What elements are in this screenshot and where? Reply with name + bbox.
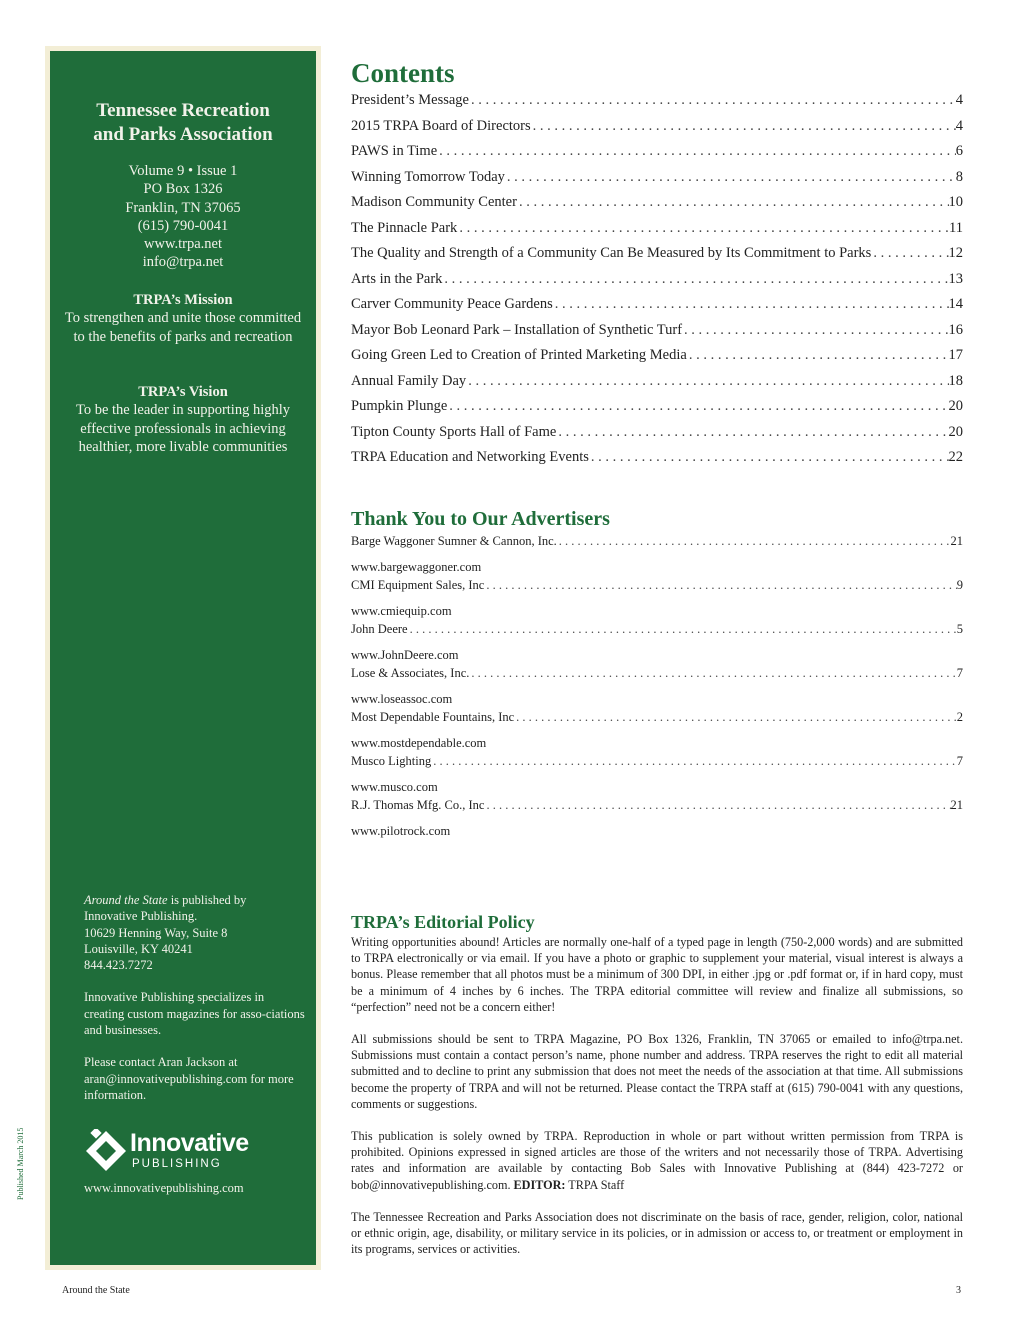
editorial-paragraph-3 [351,1128,963,1193]
advertiser-url-link[interactable]: www.cmiequip.com [351,604,452,618]
ownership-text: This publication is solely owned by TRPA. Reproduction in whole or part without written permission from TRPA is prohibited. Opinions expressed in signed articles are those of the writers and not necessarily those of TRPA. Advertising rates and information are available by contacting Bob Sales with Innovative Publishing at (844) 423-7272 or bob@innovativepublishing.com. [351,1129,963,1192]
editorial-policy-title: TRPA’s Editorial Policy [351,912,535,932]
toc-leader-dots [589,449,949,466]
advertiser-url-link[interactable]: www.mostdependable.com [351,736,487,750]
advertiser-page: 21 [950,534,963,548]
toc-row[interactable] [351,169,963,195]
toc-page: 12 [948,245,963,261]
advertiser-leader-dots [408,622,957,637]
title-line-1: Tennessee Recreation [96,100,270,121]
toc-row[interactable] [351,424,963,450]
publisher-contact: Please contact Aran Jackson at aran@innovativepublishing.com for more information. [84,1055,294,1102]
toc-leader-dots [517,194,949,211]
toc-page: 8 [955,168,963,185]
advertiser-page: 7 [956,754,963,768]
toc-row[interactable] [351,143,963,169]
editor-value: TRPA Staff [565,1177,625,1192]
editorial-paragraph-1: Writing opportunities abound! Articles are normally one-half of a typed page in length (750-2,000 words) and are submitted to TRPA electronically or via email. If you have a photo or graphic to supplement your material, visual interest is always a bonus. Please remember that all photos must be a minimum of 300 DPI, in either .jpg or .pdf format or, if in hard copy, must be a minimum of 4 inches by 6 inches. The TRPA editorial committee will review and finalize all submissions, so “perfection” need not be a concern either! [351,935,963,1014]
toc-row[interactable] [351,347,963,373]
logo-subtitle: PUBLISHING [132,1158,222,1170]
toc-row[interactable] [351,296,963,322]
toc-title: Going Green Led to Creation of Printed Marketing Media [351,347,687,363]
editorial-policy-text [351,934,963,1273]
advertiser-name: Most Dependable Fountains, Inc [351,710,515,724]
advertiser-name: Lose & Associates, Inc. [351,666,470,680]
advertiser-url-link[interactable]: www.JohnDeere.com [351,648,459,662]
publisher-website-link[interactable]: www.innovativepublishing.com [84,1181,244,1195]
advertiser-page: 7 [956,666,963,680]
toc-page: 6 [955,143,963,159]
toc-page: 18 [948,372,963,389]
advertiser-leader-dots [484,578,956,593]
toc-page: 14 [948,296,963,312]
toc-title: Tipton County Sports Hall of Fame [351,423,557,440]
advertiser-page: 21 [950,798,963,812]
advertiser-leader-dots [469,666,956,681]
publisher-block [84,892,306,1119]
toc-row[interactable] [351,194,963,220]
toc-title: Carver Community Peace Gardens [351,296,553,312]
toc-leader-dots [442,271,948,288]
toc-row[interactable] [351,449,963,475]
table-of-contents [351,92,963,475]
advertisers-list [351,534,963,842]
toc-leader-dots [687,347,949,364]
editorial-paragraph-4: The Tennessee Recreation and Parks Association does not discriminate on the basis of race, gender, religion, color, national or ethnic origin, age, disability, or military service in its policies, or in admission or access to, or treatment or employment in its programs, services or activities. [351,1209,963,1257]
toc-leader-dots [556,424,948,441]
publisher-city: Louisville, KY 40241 [84,941,193,956]
advertiser-row [351,534,963,556]
toc-page: 20 [948,398,963,414]
toc-row[interactable] [351,398,963,424]
toc-page: 4 [955,92,963,108]
toc-leader-dots [457,220,949,237]
toc-page: 10 [948,194,963,210]
toc-leader-dots [531,118,956,135]
page-number: 3 [956,1285,961,1296]
website-link[interactable]: www.trpa.net [144,236,222,253]
innovative-publishing-logo [84,1129,249,1177]
toc-leader-dots [871,245,948,262]
toc-row[interactable] [351,373,963,399]
toc-page: 11 [949,219,963,236]
toc-page: 22 [948,449,963,465]
toc-title: The Quality and Strength of a Community Can Be Measured by Its Commitment to Parks [351,245,872,261]
publisher-street: 10629 Henning Way, Suite 8 [84,925,228,940]
editorial-paragraph-2: All submissions should be sent to TRPA Magazine, PO Box 1326, Franklin, TN 37065 or emailed to info@trpa.net. Submissions must contain a contact person’s name, phone number and address. TRPA reserves the right to edit all material submitted and to decline to print any submission that does not meet the needs of the association at that time. All submissions become the property of TRPA and will not be returned. Please contact the TRPA staff at (615) 790-0041 with any questions, comments or suggestions. [351,1032,963,1111]
toc-title: Winning Tomorrow Today [351,168,505,185]
title-line-2: and Parks Association [93,124,273,145]
advertiser-page: 9 [956,578,963,592]
contents-title: Contents [351,58,455,88]
toc-title: 2015 TRPA Board of Directors [351,117,531,134]
sidebar-frame [45,46,321,1270]
toc-title: The Pinnacle Park [351,219,458,236]
advertiser-row [351,710,963,732]
toc-leader-dots [437,143,956,160]
sidebar [50,51,316,1265]
advertiser-url-link[interactable]: www.pilotrock.com [351,824,451,838]
advertiser-row [351,578,963,600]
toc-title: Madison Community Center [351,194,517,210]
published-by: is published by [167,893,247,907]
advertiser-page: 5 [956,622,963,636]
advertiser-name: CMI Equipment Sales, Inc [351,578,485,592]
advertiser-row [351,798,963,820]
toc-title: Annual Family Day [351,372,467,389]
advertiser-page: 2 [956,710,963,724]
advertiser-name: Musco Lighting [351,754,432,768]
email-link[interactable]: info@trpa.net [142,254,224,271]
toc-title: Mayor Bob Leonard Park – Installation of Synthetic Turf [351,321,683,338]
publisher-specialty: Innovative Publishing specializes in creating custom magazines for asso-ciations and businesses. [84,990,305,1038]
toc-title: President’s Message [351,92,469,108]
advertisers-title: Thank You to Our Advertisers [351,508,610,530]
advertiser-leader-dots [484,798,950,813]
diamond-logo-icon [84,1129,128,1173]
toc-title: PAWS in Time [351,143,438,159]
city-state: Franklin, TN 37065 [125,199,241,216]
advertiser-leader-dots [431,754,957,769]
toc-row[interactable] [351,220,963,246]
publisher-info [84,892,306,973]
phone: (615) 790-0041 [137,217,229,234]
po-box: PO Box 1326 [143,181,223,198]
toc-leader-dots [469,92,956,109]
association-title [50,99,316,147]
toc-leader-dots [505,169,956,186]
magazine-name: Around the State [84,893,168,907]
mission-block [62,291,304,346]
advertiser-name: Barge Waggoner Sumner & Cannon, Inc. [351,534,557,548]
advertiser-leader-dots [557,534,951,549]
logo-wordmark: Innovative [130,1129,249,1157]
publisher-name: Innovative Publishing. [84,909,198,924]
editor-label: EDITOR: [513,1177,566,1192]
toc-page: 13 [948,270,963,287]
advertiser-name: John Deere [351,622,408,636]
mission-text: To strengthen and unite those committed to the benefits of parks and recreation [64,310,302,345]
toc-page: 4 [955,117,963,134]
advertiser-row [351,754,963,776]
toc-page: 16 [948,321,963,338]
advertiser-leader-dots [514,710,957,725]
vision-heading: TRPA’s Vision [138,384,228,400]
association-info [50,162,316,272]
toc-title: TRPA Education and Networking Events [351,449,589,465]
toc-leader-dots [682,322,948,339]
vision-block [62,383,304,456]
mission-heading: TRPA’s Mission [133,292,233,308]
advertiser-row [351,622,963,644]
toc-page: 20 [948,423,963,440]
toc-row[interactable] [351,92,963,118]
toc-leader-dots [553,296,949,313]
volume-issue: Volume 9 • Issue 1 [128,163,238,179]
advertiser-row [351,666,963,688]
footer-magazine-name: Around the State [62,1285,130,1296]
publisher-phone: 844.423.7272 [84,958,153,973]
toc-leader-dots [466,373,948,390]
toc-leader-dots [447,398,948,415]
toc-page: 17 [948,347,963,363]
advertiser-url-link[interactable]: www.musco.com [351,780,438,794]
toc-row[interactable] [351,245,963,271]
toc-title: Arts in the Park [351,270,443,287]
toc-row[interactable] [351,118,963,144]
toc-row[interactable] [351,271,963,297]
toc-row[interactable] [351,322,963,348]
advertiser-url-link[interactable]: www.bargewaggoner.com [351,560,482,574]
advertiser-name: R.J. Thomas Mfg. Co., Inc [351,798,485,812]
published-date-note: Published March 2015 [16,1127,25,1200]
vision-text: To be the leader in supporting highly effective professionals in achieving healthier, more livable communities [75,402,291,455]
toc-title: Pumpkin Plunge [351,398,448,414]
advertiser-url-link[interactable]: www.loseassoc.com [351,692,453,706]
